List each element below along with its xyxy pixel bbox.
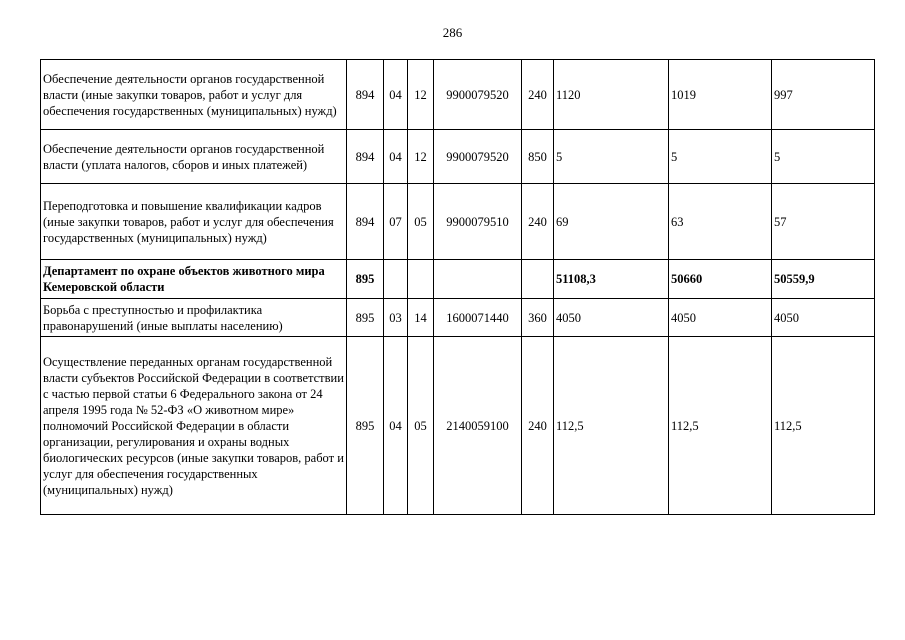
- amount-year-1: 5: [554, 130, 669, 184]
- amount-year-1: 4050: [554, 299, 669, 337]
- amount-year-1: 69: [554, 184, 669, 260]
- subsection-code: [408, 260, 434, 299]
- amount-year-2: 63: [669, 184, 772, 260]
- amount-year-3: 57: [772, 184, 875, 260]
- grbs-code: 895: [347, 337, 384, 515]
- amount-year-3: 5: [772, 130, 875, 184]
- table-row: [41, 337, 875, 515]
- expense-type-code: [522, 260, 554, 299]
- target-article-code: 9900079510: [434, 184, 522, 260]
- target-article-code: 2140059100: [434, 337, 522, 515]
- expense-type-code: 240: [522, 184, 554, 260]
- grbs-code: 895: [347, 299, 384, 337]
- section-code: 04: [384, 60, 408, 130]
- grbs-code: 894: [347, 130, 384, 184]
- amount-year-3: 4050: [772, 299, 875, 337]
- target-article-code: 9900079520: [434, 60, 522, 130]
- amount-year-3: 997: [772, 60, 875, 130]
- table-row: [41, 60, 875, 130]
- target-article-code: [434, 260, 522, 299]
- amount-year-3: 112,5: [772, 337, 875, 515]
- table-body: [41, 60, 875, 515]
- target-article-code: 9900079520: [434, 130, 522, 184]
- grbs-code: 894: [347, 60, 384, 130]
- table-row: [41, 184, 875, 260]
- grbs-code: 895: [347, 260, 384, 299]
- amount-year-3: 50559,9: [772, 260, 875, 299]
- grbs-code: 894: [347, 184, 384, 260]
- page-number: 286: [442, 25, 463, 40]
- subsection-code: 05: [408, 337, 434, 515]
- budget-table: [40, 59, 875, 515]
- section-code: 04: [384, 130, 408, 184]
- amount-year-2: 4050: [669, 299, 772, 337]
- section-code: 04: [384, 337, 408, 515]
- amount-year-2: 112,5: [669, 337, 772, 515]
- subsection-code: 05: [408, 184, 434, 260]
- section-code: 03: [384, 299, 408, 337]
- section-code: [384, 260, 408, 299]
- target-article-code: 1600071440: [434, 299, 522, 337]
- amount-year-1: 51108,3: [554, 260, 669, 299]
- row-description: Переподготовка и повышение квалификации кадров (иные закупки товаров, работ и услуг для обеспечения государственных (муниципальных) нужд): [41, 184, 347, 260]
- table-row: [41, 299, 875, 337]
- row-description: Департамент по охране объектов животного мира Кемеровской области: [41, 260, 347, 299]
- expense-type-code: 240: [522, 60, 554, 130]
- amount-year-2: 1019: [669, 60, 772, 130]
- expense-type-code: 850: [522, 130, 554, 184]
- table-row-department: [41, 260, 875, 299]
- row-description: Обеспечение деятельности органов государственной власти (иные закупки товаров, работ и услуг для обеспечения государственных (муниципальных) нужд): [41, 60, 347, 130]
- amount-year-2: 5: [669, 130, 772, 184]
- table-row: [41, 130, 875, 184]
- section-code: 07: [384, 184, 408, 260]
- subsection-code: 14: [408, 299, 434, 337]
- amount-year-1: 1120: [554, 60, 669, 130]
- row-description: Осуществление переданных органам государственной власти субъектов Российской Федерации в соответствии с частью первой статьи 6 Федерального закона от 24 апреля 1995 года № 52-ФЗ «О животном мире» полномочий Российской Федерации в области организации, регулирования и охраны водных биологических ресурсов (иные закупки товаров, работ и услуг для обеспечения государственных (муниципальных) нужд): [41, 337, 347, 515]
- expense-type-code: 360: [522, 299, 554, 337]
- expense-type-code: 240: [522, 337, 554, 515]
- amount-year-2: 50660: [669, 260, 772, 299]
- row-description: Обеспечение деятельности органов государственной власти (уплата налогов, сборов и иных платежей): [41, 130, 347, 184]
- subsection-code: 12: [408, 60, 434, 130]
- subsection-code: 12: [408, 130, 434, 184]
- row-description: Борьба с преступностью и профилактика правонарушений (иные выплаты населению): [41, 299, 347, 337]
- amount-year-1: 112,5: [554, 337, 669, 515]
